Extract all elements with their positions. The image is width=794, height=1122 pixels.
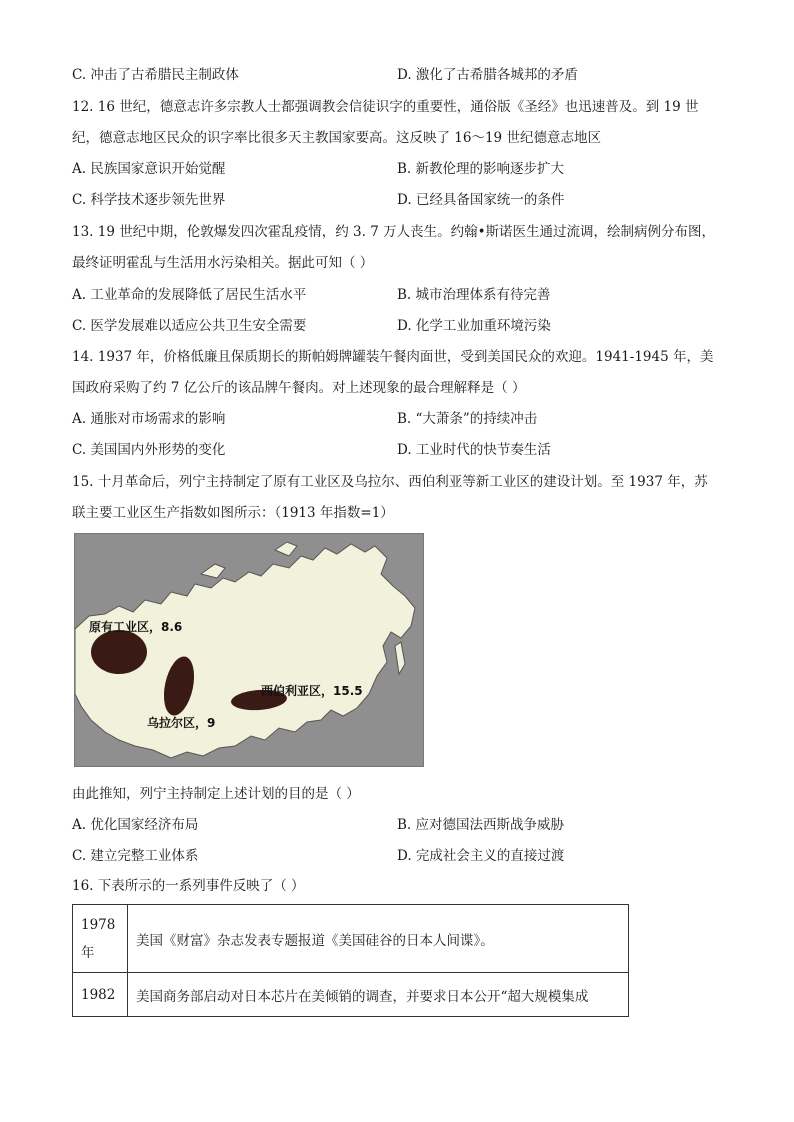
table-row bbox=[73, 973, 629, 1017]
table-cell-event: 美国《财富》杂志发表专题报道《美国硅谷的日本人间谍》。 bbox=[128, 905, 629, 973]
q16-stem: 16. 下表所示的一系列事件反映了（ ） bbox=[72, 878, 305, 894]
q11-option-d: D. 激化了古希腊各城邦的矛盾 bbox=[397, 67, 578, 83]
table-row bbox=[73, 905, 629, 973]
q15-option-c: C. 建立完整工业体系 bbox=[72, 848, 199, 864]
q14-stem-line1: 14. 1937 年，价格低廉且保质期长的斯帕姆牌罐装午餐肉面世，受到美国民众的欢迎。1941-1945 年，美 bbox=[72, 349, 714, 365]
map-label-original: 原有工业区，8.6 bbox=[89, 620, 183, 634]
island-north bbox=[275, 542, 297, 556]
q15-option-a: A. 优化国家经济布局 bbox=[72, 817, 199, 833]
original-industrial-region bbox=[91, 630, 147, 674]
q15-stem-line1: 15. 十月革命后，列宁主持制定了原有工业区及乌拉尔、西伯利亚等新工业区的建设计划。至 1937 年，苏 bbox=[72, 474, 708, 490]
ussr-map-graphic bbox=[75, 534, 423, 766]
q13-option-d: D. 化学工业加重环境污染 bbox=[397, 318, 551, 334]
q14-option-a: A. 通胀对市场需求的影响 bbox=[72, 411, 226, 427]
q14-option-b: B. “大萧条”的持续冲击 bbox=[397, 411, 538, 427]
map-label-ural: 乌拉尔区，9 bbox=[147, 716, 216, 730]
sakhalin-island bbox=[395, 642, 405, 674]
q14-stem-line2: 国政府采购了约 7 亿公斤的该品牌午餐肉。对上述现象的最合理解释是（ ） bbox=[72, 380, 526, 396]
table-cell-year: 1978 年 bbox=[73, 905, 128, 973]
q13-stem-line1: 13. 19 世纪中期，伦敦爆发四次霍乱疫情，约 3. 7 万人丧生。约翰•斯诺医生通过流调，绘制病例分布图， bbox=[72, 224, 716, 240]
q12-option-d: D. 已经具备国家统一的条件 bbox=[397, 192, 565, 208]
q15-after: 由此推知，列宁主持制定上述计划的目的是（ ） bbox=[72, 786, 360, 802]
table-cell-year: 1982 bbox=[73, 973, 128, 1017]
q15-option-d: D. 完成社会主义的直接过渡 bbox=[397, 848, 565, 864]
q12-option-a: A. 民族国家意识开始觉醒 bbox=[72, 161, 226, 177]
q13-option-b: B. 城市治理体系有待完善 bbox=[397, 287, 551, 303]
q13-option-a: A. 工业革命的发展降低了居民生活水平 bbox=[72, 287, 307, 303]
map-label-siberia: 西伯利亚区，15.5 bbox=[261, 684, 363, 698]
q15-stem-line2: 联主要工业区生产指数如图所示：（1913 年指数=1） bbox=[72, 505, 394, 521]
q12-stem-line1: 12. 16 世纪，德意志许多宗教人士都强调教会信徒识字的重要性，通俗版《圣经》也迅速普及。到 19 世 bbox=[72, 99, 699, 115]
q14-option-d: D. 工业时代的快节奏生活 bbox=[397, 442, 551, 458]
q11-option-c: C. 冲击了古希腊民主制政体 bbox=[72, 67, 239, 83]
q13-stem-line2: 最终证明霍乱与生活用水污染相关。据此可知（ ） bbox=[72, 255, 374, 271]
q12-option-c: C. 科学技术逐步领先世界 bbox=[72, 192, 226, 208]
q12-stem-line2: 纪，德意志地区民众的识字率比很多天主教国家要高。这反映了 16～19 世纪德意志地区 bbox=[72, 130, 601, 146]
ussr-industrial-map bbox=[74, 533, 424, 767]
island-northwest bbox=[201, 564, 225, 578]
table-cell-event: 美国商务部启动对日本芯片在美倾销的调查，并要求日本公开“超大规模集成 bbox=[128, 973, 629, 1017]
q13-option-c: C. 医学发展难以适应公共卫生安全需要 bbox=[72, 318, 307, 334]
q12-option-b: B. 新教伦理的影响逐步扩大 bbox=[397, 161, 565, 177]
q14-option-c: C. 美国国内外形势的变化 bbox=[72, 442, 226, 458]
events-table bbox=[72, 904, 629, 1017]
q15-option-b: B. 应对德国法西斯战争威胁 bbox=[397, 817, 565, 833]
